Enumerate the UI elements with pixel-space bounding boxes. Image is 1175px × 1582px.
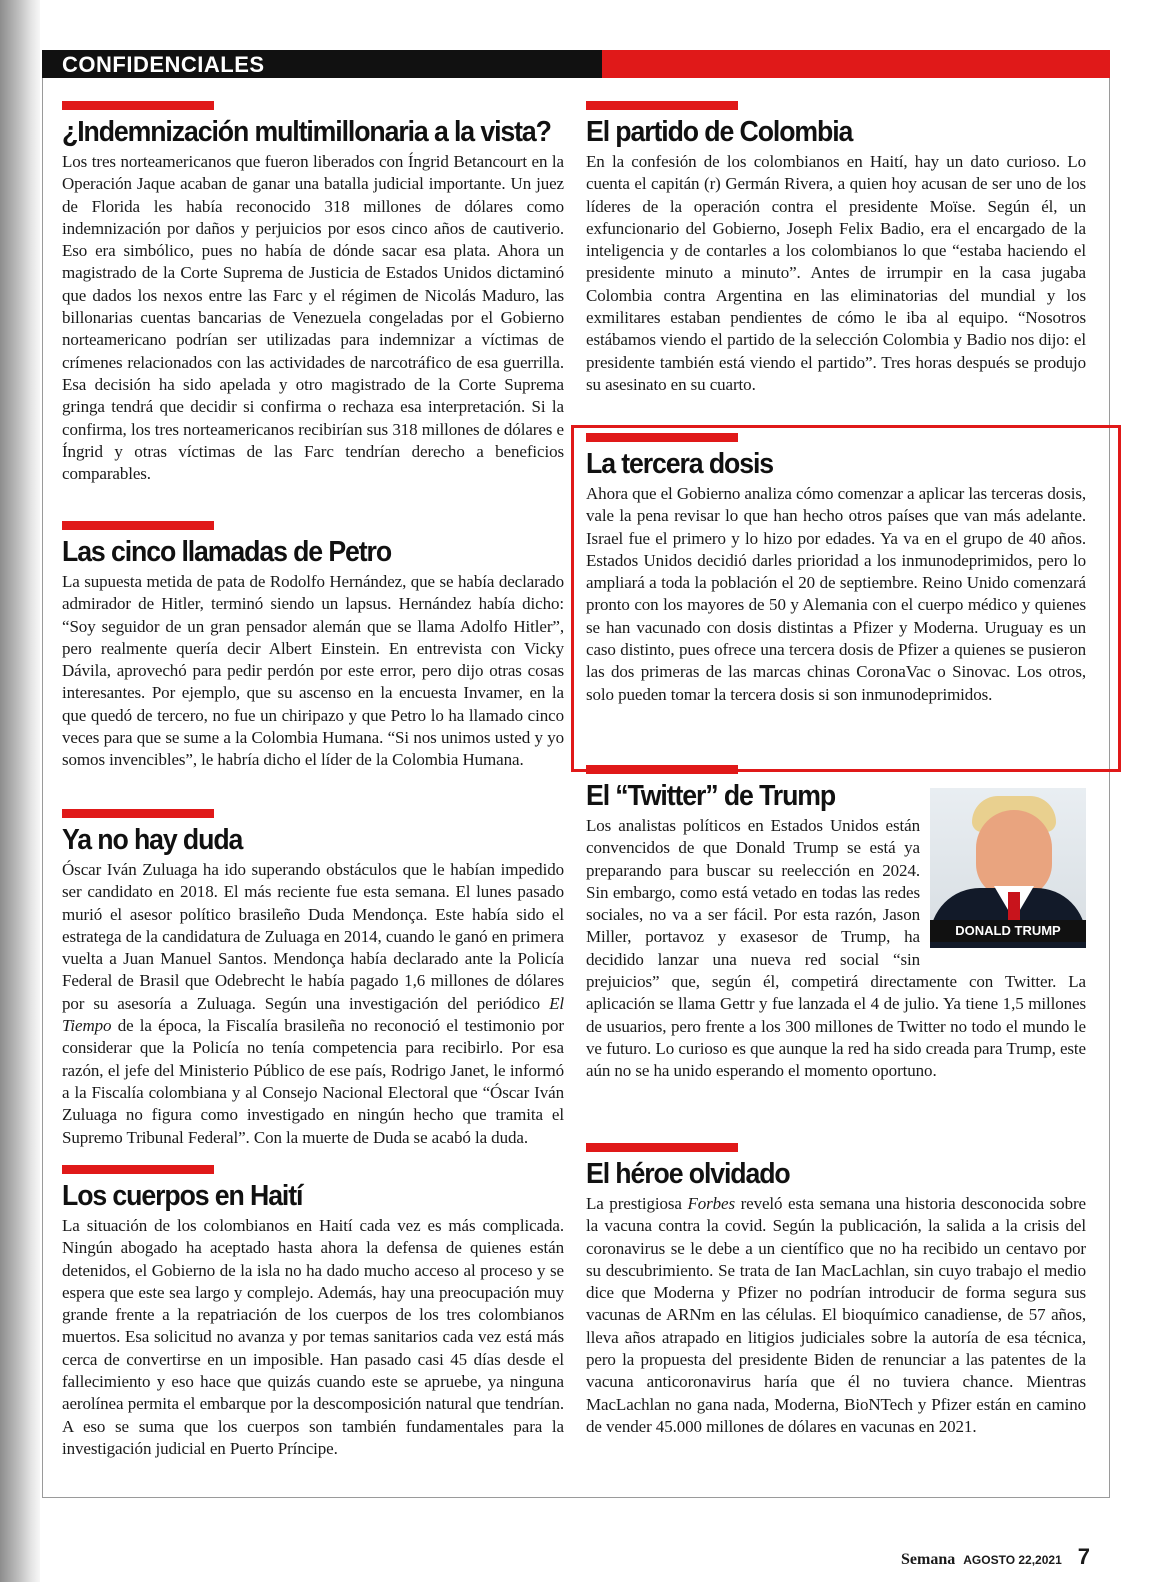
article-title: ¿Indemnización multimillonaria a la vista? [62, 116, 551, 148]
article-indemnizacion [62, 101, 564, 485]
article-heroe [586, 1143, 1086, 1438]
article-accent-bar [586, 1143, 738, 1152]
article-accent-bar [586, 433, 738, 442]
article-trump [586, 765, 1086, 1083]
article-body-part: reveló esta semana una historia desconocida sobre la vacuna contra la covid. Según la publicación, la salida a la crisis del coronavirus se le debe a un científico que no ha recibido un centavo por su descubrimiento. Se trata de Ian MacLachlan, sin cuyo trabajo el medio dice que Moderna y Pfizer no podrían introducir de forma segura sus vacunas de ARNm en las células. El bioquímico canadiense, de 57 años, lleva años atrapado en litigios judiciales sobre la autoría de esa técnica, pero la propuesta del presidente Biden de renunciar a las patentes de la vacuna anticoronavirus haría que él no tuviera chance. Mientras MacLachlan no gana nada, Moderna, BioNTech y Pfizer están en camino de vender 45.000 millones de dólares en vacunas en 2021. [586, 1194, 1086, 1436]
article-accent-bar [62, 1165, 214, 1174]
page-number: 7 [1077, 1544, 1090, 1569]
article-body [62, 859, 564, 1149]
article-body: La situación de los colombianos en Haití cada vez es más complicada. Ningún abogado ha aceptado hasta ahora la defensa de quienes están detenidos, el Gobierno de la isla no ha dado mucho acceso al proceso y se espera que este sea largo y complejo. Además, hay una preocupación muy grande frente a la repatriación de los cuerpos de los tres colombianos muertos. Esa solicitud no avanza y por temas sanitarios cada vez está más cerca de convertirse en un imposible. Han pasado casi 45 días desde el fallecimiento y eso hace que quizás cuando este se apruebe, ya ninguna aerolínea permita el embarque por la descomposición natural que tendrían. A eso se suma que los cuerpos son también fundamentales para la investigación judicial en Puerto Príncipe. [62, 1216, 564, 1458]
article-body: Ahora que el Gobierno analiza cómo comenzar a aplicar las terceras dosis, vale la pena revisar lo que han hecho otros países que van más adelante. Israel fue el primero y lo hizo por edades. Ya va en el grupo de 40 años. Estados Unidos decidió darles prioridad a los inmunodeprimidos, pero lo ampliará a toda la población el 20 de septiembre. Reino Unido comenzará pronto con los mayores de 50 y Alemania con el cuerpo médico y quienes se han vacunado con dosis distintas a Pfizer y Moderna. Uruguay es un caso distinto, pues ofrece una tercera dosis de Pfizer a quienes se pusieron las dos primeras de las marcas chinas CoronaVac o Sinovac. Los otros, solo pueden tomar la tercera dosis si son inmunodeprimidos. [586, 484, 1086, 704]
article-title: Los cuerpos en Haití [62, 1180, 303, 1212]
article-body-part: Óscar Iván Zuluaga ha ido superando obstáculos que le habían impedido ser candidato en 2018. El más reciente fue esta semana. El lunes pasado murió el asesor político brasileño Duda Mendonça. Este había sido el estratega de la candidatura de Zuluaga en 2014, cuando le ganó en primera vuelta a Juan Manuel Santos. Mendonça había declarado ante la Policía Federal de Brasil que Odebrecht le había pagado 1,6 millones de dólares por su asesoría a Zuluaga. Según una investigación del periódico [62, 860, 564, 1013]
article-body-part: La prestigiosa [586, 1194, 688, 1213]
article-body: La supuesta metida de pata de Rodolfo Hernández, que se había declarado admirador de Hitler, terminó siendo un lapsus. Hernández había dicho: “Soy seguidor de un gran pensador alemán que se llama Adolfo Hitler”, pero realmente quería decir Albert Einstein. En entrevista con Vicky Dávila, aprovechó para pedir perdón por este error, pero dijo otras cosas interesantes. Por ejemplo, que su ascenso en la encuesta Invamer, en la que quedó de tercero, no fue un chiripazo y que Petro lo ha llamado cinco veces para que se sume a la Colombia Humana. “Si nos unimos usted y yo somos invencibles”, le habría dicho el líder de la Colombia Humana. [62, 572, 564, 770]
photo-face [976, 810, 1052, 898]
article-body [586, 1193, 1086, 1438]
photo-caption: DONALD TRUMP [930, 920, 1086, 942]
article-tercera-dosis [586, 433, 1086, 706]
section-header [42, 50, 1110, 78]
footer-date: AGOSTO 22,2021 [963, 1553, 1062, 1567]
article-title: Ya no hay duda [62, 824, 243, 856]
article-title: La tercera dosis [586, 448, 773, 480]
footer-magazine: Semana [901, 1551, 956, 1568]
article-petro [62, 521, 564, 772]
magazine-name: Forbes [687, 1194, 735, 1213]
page-spine-shadow [0, 0, 40, 1582]
page-footer [820, 1544, 1090, 1570]
article-body-part: de la época, la Fiscalía brasileña no reconoció el testimonio por considerar que la Policía no tenía competencia para recibirlo. Por esa razón, el jefe del Ministerio Público de ese país, Rodrigo Janet, le informó a la Fiscalía colombiana y al Consejo Nacional Electoral que “Óscar Iván Zuluaga no figura como investigado en ningún hecho que tramita el Supremo Tribunal Federal”. Con la muerte de Duda se acabó la duda. [62, 1016, 564, 1147]
article-colombia [586, 101, 1086, 396]
article-title: Las cinco llamadas de Petro [62, 536, 392, 568]
article-duda [62, 809, 564, 1149]
article-cuerpos [62, 1165, 564, 1460]
section-title: CONFIDENCIALES [62, 52, 265, 77]
article-body: Los tres norteamericanos que fueron liberados con Íngrid Betancourt en la Operación Jaque acaban de ganar una batalla judicial importante. Un juez de Florida les había reconocido 318 millones de dólares como indemnización por daños y perjuicios por esos cinco años de cautiverio. Eso era simbólico, pues no había de dónde sacar esa plata. Ahora un magistrado de la Corte Suprema de Justicia de Estados Unidos dictaminó que dados los nexos entre las Farc y el régimen de Nicolás Maduro, las billonarias cuentas bancarias de Venezuela congeladas por el Gobierno norteamericano podrían ser utilizadas para indemnizar a víctimas de crímenes relacionados con las actividades de narcotráfico de esa guerrilla. Esa decisión ha sido apelada y otro magistrado de la Corte Suprema gringa tendrá que decidir si confirma o rechaza esa interpretación. Si la confirma, los tres norteamericanos recibirían sus 318 millones de dólares e Íngrid y otras víctimas de las Farc tendrían derecho a beneficios comparables. [62, 152, 564, 484]
article-accent-bar [62, 521, 214, 530]
newspaper-name: El Tiempo [62, 993, 564, 1036]
article-accent-bar [586, 765, 738, 774]
article-title: El partido de Colombia [586, 116, 853, 148]
article-accent-bar [62, 809, 214, 818]
article-body: En la confesión de los colombianos en Haití, hay un dato curioso. Lo cuenta el capitán (r) Germán Rivera, a quien hoy acusan de ser uno de los líderes de la operación contra el presidente Moïse. Según él, un exfuncionario del Gobierno, Joseph Felix Badio, era el encargado de la inteligencia y de contarles a los colombianos lo que “estaba haciendo el presidente minuto a minuto”. Antes de irrumpir en la casa jugaba Colombia contra Argentina en las eliminatorias del mundial y los exmilitares estaban pendientes de cómo le iba al equipo. “Nosotros estábamos viendo el partido de la selección Colombia y Badio nos dijo: el presidente también está viendo el partido”. Tres horas después se produjo su asesinato en su cuarto. [586, 152, 1086, 394]
article-accent-bar [62, 101, 214, 110]
article-accent-bar [586, 101, 738, 110]
article-title: El “Twitter” de Trump [586, 780, 836, 812]
article-title: El héroe olvidado [586, 1158, 790, 1190]
article-body: Los analistas políticos en Estados Unidos están convencidos de que Donald Trump se está ya preparando para buscar su reelección en 2024. Sin embargo, como está vetado en todas las redes sociales, no va a ser fácil. Por esta razón, Jason Miller, portavoz y exasesor de Trump, ha decidido lanzar una nueva red social “sin prejuicios” que, según él, competirá directamente con Twitter. La aplicación se llama Gettr y fue lanzada el 4 de julio. Ya tiene 1,5 millones de usuarios, pero frente a los 300 millones de Twitter no todo el mundo le ve futuro. Lo curioso es que aunque la red ha sido creada para Trump, este aún no se ha unido esperando el momento oportuno. [586, 816, 1086, 1081]
